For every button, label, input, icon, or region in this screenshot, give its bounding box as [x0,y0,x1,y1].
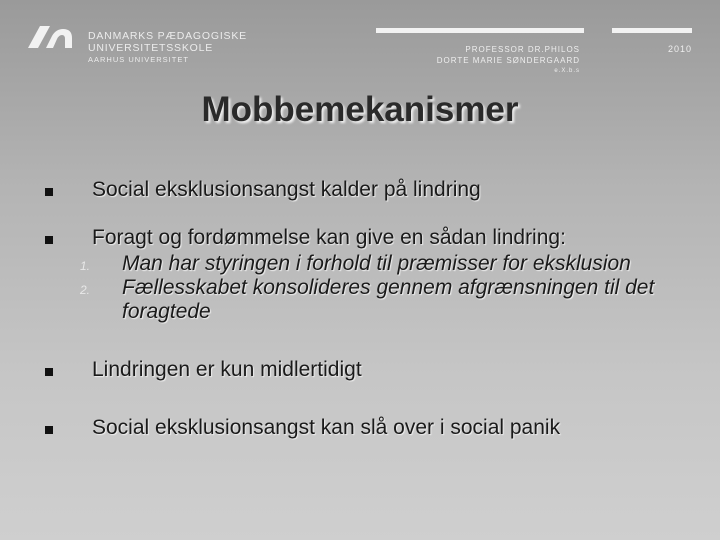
year-label: 2010 [667,44,692,54]
aarhus-university-logo [26,24,76,54]
bullet-item [42,178,692,202]
bullet-text: Social eksklusionsangst kan slå over i social panik [92,416,561,439]
university-name: AARHUS UNIVERSITET [88,55,189,64]
bullet-item [42,358,692,382]
slide-title: Mobbemekanismer [201,90,519,129]
professor-line-1: PROFESSOR DR.PHILOS [465,45,580,54]
numbered-sublist [80,252,692,324]
numbered-item-text: Fællesskabet konsolideres gennem afgrænsningen til det foragtede [122,276,655,323]
bullet-text: Social eksklusionsangst kalder på lindring [92,178,481,201]
numbered-item-text: Man har styringen i forhold til præmisser for eksklusion [122,252,631,275]
bullet-list [42,178,692,464]
institution-line-1: DANMARKS PÆDAGOGISKE [88,30,247,42]
professor-line-2: DORTE MARIE SØNDERGAARD [436,56,580,65]
institution-name [88,30,247,64]
bullet-item [42,416,692,440]
bullet-item [42,226,692,324]
bullet-text: Lindringen er kun midlertidigt [92,358,362,381]
professor-line-3: e.X.b.s [554,68,580,74]
header-divider-right [612,28,692,33]
header-divider-left [376,28,584,33]
bullet-square-icon [45,188,53,196]
item-number: 2. [80,283,91,297]
bullet-text: Foragt og fordømmelse kan give en sådan lindring: [92,226,566,249]
professor-credit [400,44,580,77]
numbered-item [80,252,692,276]
bullet-square-icon [45,236,53,244]
bullet-square-icon [45,426,53,434]
numbered-item [80,276,692,324]
item-number: 1. [80,259,91,273]
institution-line-2: UNIVERSITETSSKOLE [88,42,214,54]
bullet-square-icon [45,368,53,376]
